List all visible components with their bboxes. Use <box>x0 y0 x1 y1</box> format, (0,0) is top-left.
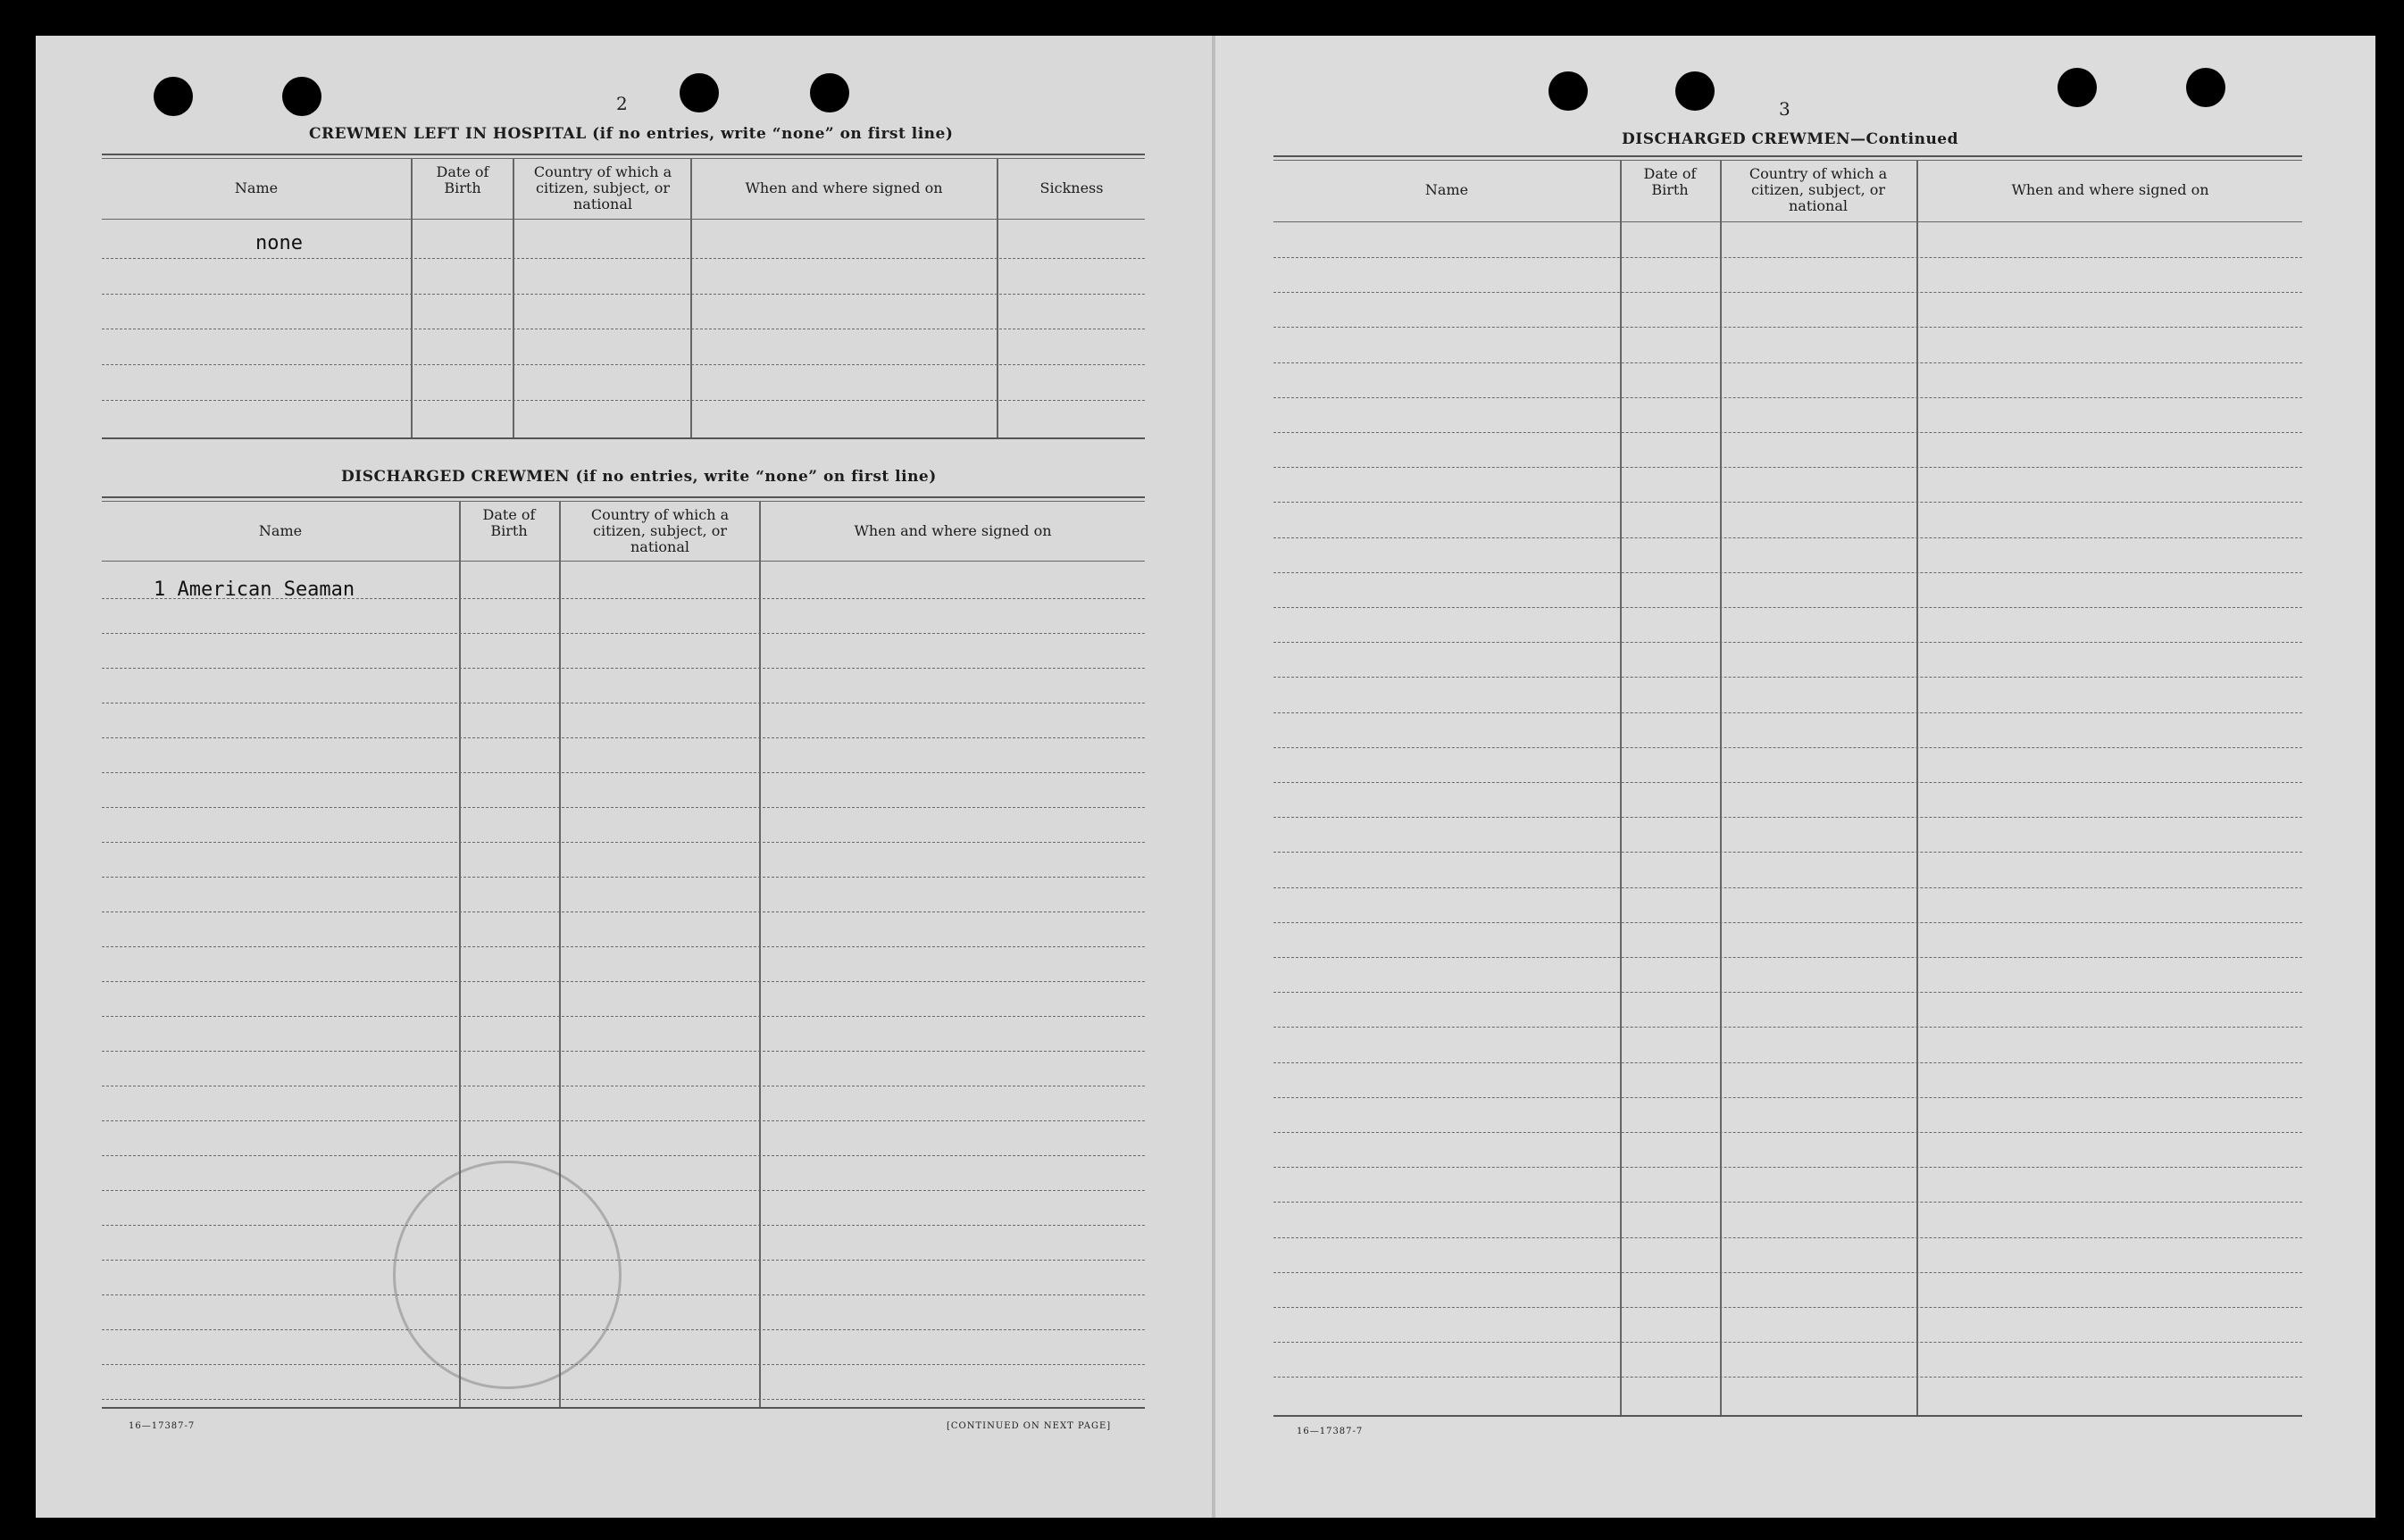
table-row <box>1273 327 2302 328</box>
continued-note: [CONTINUED ON NEXT PAGE] <box>947 1421 1112 1431</box>
table-top-rule <box>102 496 1145 498</box>
column-header-country: Country of which a citizen, subject, or national <box>533 163 672 212</box>
table-row <box>1273 1342 2302 1343</box>
table-row <box>102 1294 1145 1295</box>
punch-hole <box>1548 71 1588 111</box>
table-top-rule <box>102 158 1145 159</box>
table-row <box>1273 1307 2302 1308</box>
column-divider <box>690 158 692 438</box>
table-row <box>1273 362 2302 363</box>
table-row <box>102 633 1145 634</box>
table-row <box>102 1329 1145 1330</box>
table-row <box>1273 397 2302 398</box>
table-row <box>1273 607 2302 608</box>
table-row <box>1273 1027 2302 1028</box>
column-header-name: Name <box>1424 181 1469 198</box>
table-row <box>1273 1202 2302 1203</box>
table-row <box>1273 432 2302 433</box>
table-row <box>1273 502 2302 503</box>
column-header-signed-on: When and where signed on <box>745 179 943 196</box>
punch-hole <box>282 77 321 116</box>
table-row <box>1273 467 2302 468</box>
table-bottom-rule <box>102 437 1145 439</box>
table-row <box>1273 1377 2302 1378</box>
table-row <box>1273 537 2302 538</box>
column-header-date-of-birth: Date of Birth <box>1643 165 1697 198</box>
table-row <box>1273 1237 2302 1238</box>
discharged-title: DISCHARGED CREWMEN <box>341 468 571 486</box>
table-header-rule <box>102 561 1145 562</box>
column-divider <box>1620 160 1622 1415</box>
column-header-signed-on: When and where signed on <box>854 522 1052 539</box>
column-divider <box>513 158 514 438</box>
table-row <box>102 1155 1145 1156</box>
table-row <box>1273 642 2302 643</box>
table-bottom-rule <box>1273 1415 2302 1417</box>
column-header-country: Country of which a citizen, subject, or national <box>1749 165 1888 214</box>
table-header-rule <box>1273 221 2302 222</box>
section-title-hospital <box>309 125 953 143</box>
table-row <box>1273 992 2302 993</box>
column-header-name: Name <box>258 522 303 539</box>
table-row <box>102 598 1145 599</box>
column-header-name: Name <box>234 179 279 196</box>
table-row <box>102 364 1145 365</box>
column-header-country: Country of which a citizen, subject, or national <box>590 506 730 555</box>
discharged-instruction: (if no entries, write “none” on first line) <box>575 468 937 486</box>
table-row <box>102 400 1145 401</box>
table-top-rule <box>1273 155 2302 157</box>
table-row <box>102 1190 1145 1191</box>
punch-hole <box>1675 71 1715 111</box>
column-divider <box>759 501 761 1407</box>
table-row <box>1273 782 2302 783</box>
table-row <box>1273 257 2302 258</box>
discharged-entry: 1 American Seaman <box>154 579 355 601</box>
table-row <box>1273 747 2302 748</box>
punch-hole <box>2186 68 2225 107</box>
table-row <box>102 668 1145 669</box>
table-header-rule <box>102 219 1145 220</box>
table-row <box>102 737 1145 738</box>
punch-hole <box>680 73 719 112</box>
table-row <box>102 1364 1145 1365</box>
table-row <box>1273 1132 2302 1133</box>
table-top-rule <box>102 501 1145 502</box>
column-header-date-of-birth: Date of Birth <box>482 506 536 539</box>
form-number: 16—17387-7 <box>129 1421 196 1431</box>
page-number: 2 <box>616 93 628 114</box>
table-row <box>102 1051 1145 1052</box>
hospital-entry: none <box>255 232 303 254</box>
table-row <box>1273 1167 2302 1168</box>
table-row <box>1273 887 2302 888</box>
column-divider <box>1720 160 1722 1415</box>
table-row <box>102 1399 1145 1400</box>
column-header-date-of-birth: Date of Birth <box>436 163 489 196</box>
column-header-signed-on: When and where signed on <box>2011 181 2209 198</box>
table-row <box>1273 922 2302 923</box>
table-row <box>102 1120 1145 1121</box>
table-bottom-rule <box>102 1407 1145 1409</box>
table-row <box>1273 852 2302 853</box>
section-title-discharged-continued: DISCHARGED CREWMEN—Continued <box>1622 130 1959 148</box>
table-row <box>102 258 1145 259</box>
form-number: 16—17387-7 <box>1297 1427 1364 1436</box>
table-row <box>1273 1272 2302 1273</box>
table-row <box>1273 957 2302 958</box>
table-row <box>102 807 1145 808</box>
right-page <box>1215 36 2375 1518</box>
column-divider <box>1916 160 1918 1415</box>
table-row <box>1273 817 2302 818</box>
section-title-discharged <box>341 468 937 486</box>
table-row <box>1273 572 2302 573</box>
table-row <box>102 772 1145 773</box>
table-row <box>1273 1097 2302 1098</box>
table-row <box>1273 677 2302 678</box>
table-row <box>102 981 1145 982</box>
hospital-title: CREWMEN LEFT IN HOSPITAL <box>309 125 587 143</box>
table-top-rule <box>1273 160 2302 161</box>
table-row <box>102 1260 1145 1261</box>
table-row <box>102 842 1145 843</box>
column-divider <box>997 158 998 438</box>
column-divider <box>411 158 413 438</box>
table-row <box>102 1225 1145 1226</box>
column-header-sickness: Sickness <box>1039 179 1104 196</box>
table-row <box>102 1016 1145 1017</box>
postmark-stamp <box>393 1161 622 1389</box>
page-fold <box>1212 36 1215 1518</box>
table-row <box>102 877 1145 878</box>
punch-hole <box>810 73 849 112</box>
table-row <box>1273 292 2302 293</box>
punch-hole <box>154 77 193 116</box>
table-row <box>102 946 1145 947</box>
punch-hole <box>2058 68 2097 107</box>
table-row <box>1273 1062 2302 1063</box>
table-top-rule <box>102 154 1145 155</box>
table-row <box>102 294 1145 295</box>
page-number: 3 <box>1779 98 1790 120</box>
hospital-instruction: (if no entries, write “none” on first line) <box>592 125 954 143</box>
table-row <box>1273 712 2302 713</box>
